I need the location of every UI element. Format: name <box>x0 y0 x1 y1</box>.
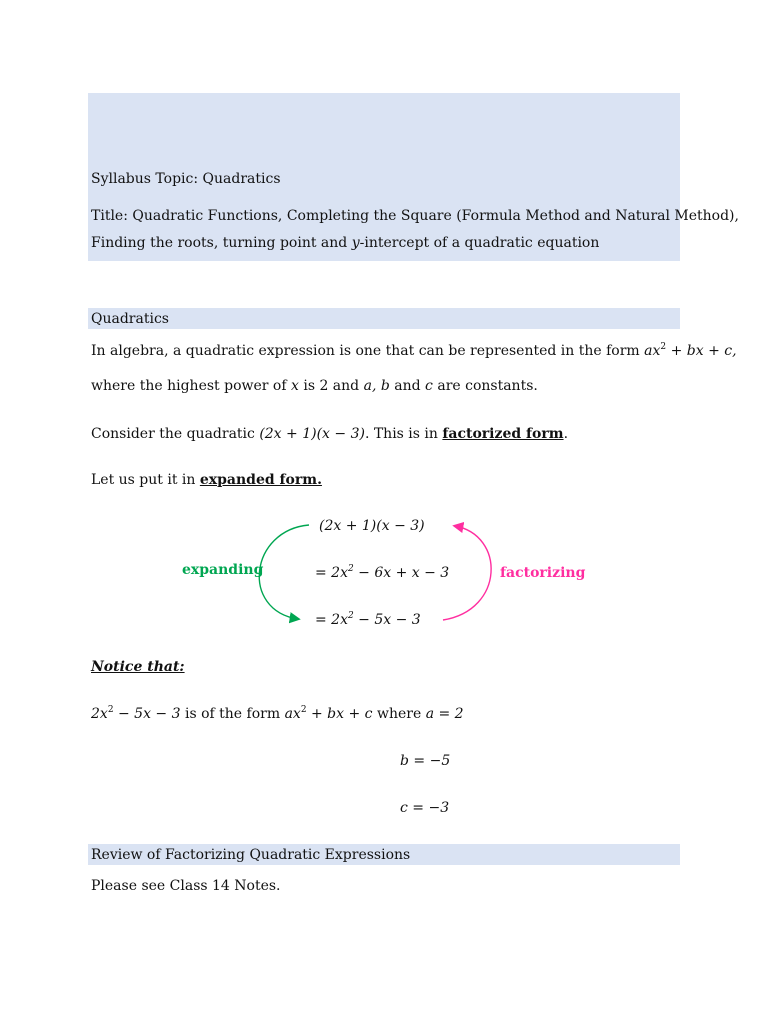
diagram-line-1: (2x + 1)(x − 3) <box>319 518 425 534</box>
paragraph-constants: where the highest power of x is 2 and a, b and c are constants. <box>91 378 538 394</box>
title-line-1: Title: Quadratic Functions, Completing the Square (Formula Method and Natural Method), <box>91 208 739 224</box>
notice-b-value: b = −5 <box>400 753 451 769</box>
syllabus-topic: Syllabus Topic: Quadratics <box>91 171 281 187</box>
paragraph-consider: Consider the quadratic (2x + 1)(x − 3). This is in factorized form. <box>91 426 569 442</box>
expanded-form-link[interactable]: expanded form. <box>199 472 322 488</box>
expanding-label: expanding <box>182 562 264 578</box>
notice-c-value: c = −3 <box>400 800 450 816</box>
paragraph-expanded: Let us put it in expanded form. <box>91 472 322 488</box>
expanding-arrow <box>259 525 309 619</box>
factorized-form-link[interactable]: factorized form <box>442 426 564 442</box>
paragraph-definition: In algebra, a quadratic expression is one that can be represented in the form $ax^2$ + bx + c, <box>91 342 737 359</box>
notice-heading: Notice that: <box>91 659 185 675</box>
notice-line: $2x^2 - 5x - 3$ is of the form $ax^2$ + bx + c where a = 2 <box>91 705 464 722</box>
factorizing-label: factorizing <box>500 565 586 581</box>
diagram-line-3: = $2x^2 - 5x - 3$ <box>315 611 421 628</box>
section-heading-quadratics: Quadratics <box>91 311 169 327</box>
diagram-line-2: = $2x^2 - 6x + x - 3$ <box>315 564 450 581</box>
section-heading-review: Review of Factorizing Quadratic Expressions <box>91 847 411 863</box>
review-text: Please see Class 14 Notes. <box>91 878 281 894</box>
title-line-2: Finding the roots, turning point and y-intercept of a quadratic equation <box>91 235 600 251</box>
factorizing-arrow <box>443 526 491 620</box>
